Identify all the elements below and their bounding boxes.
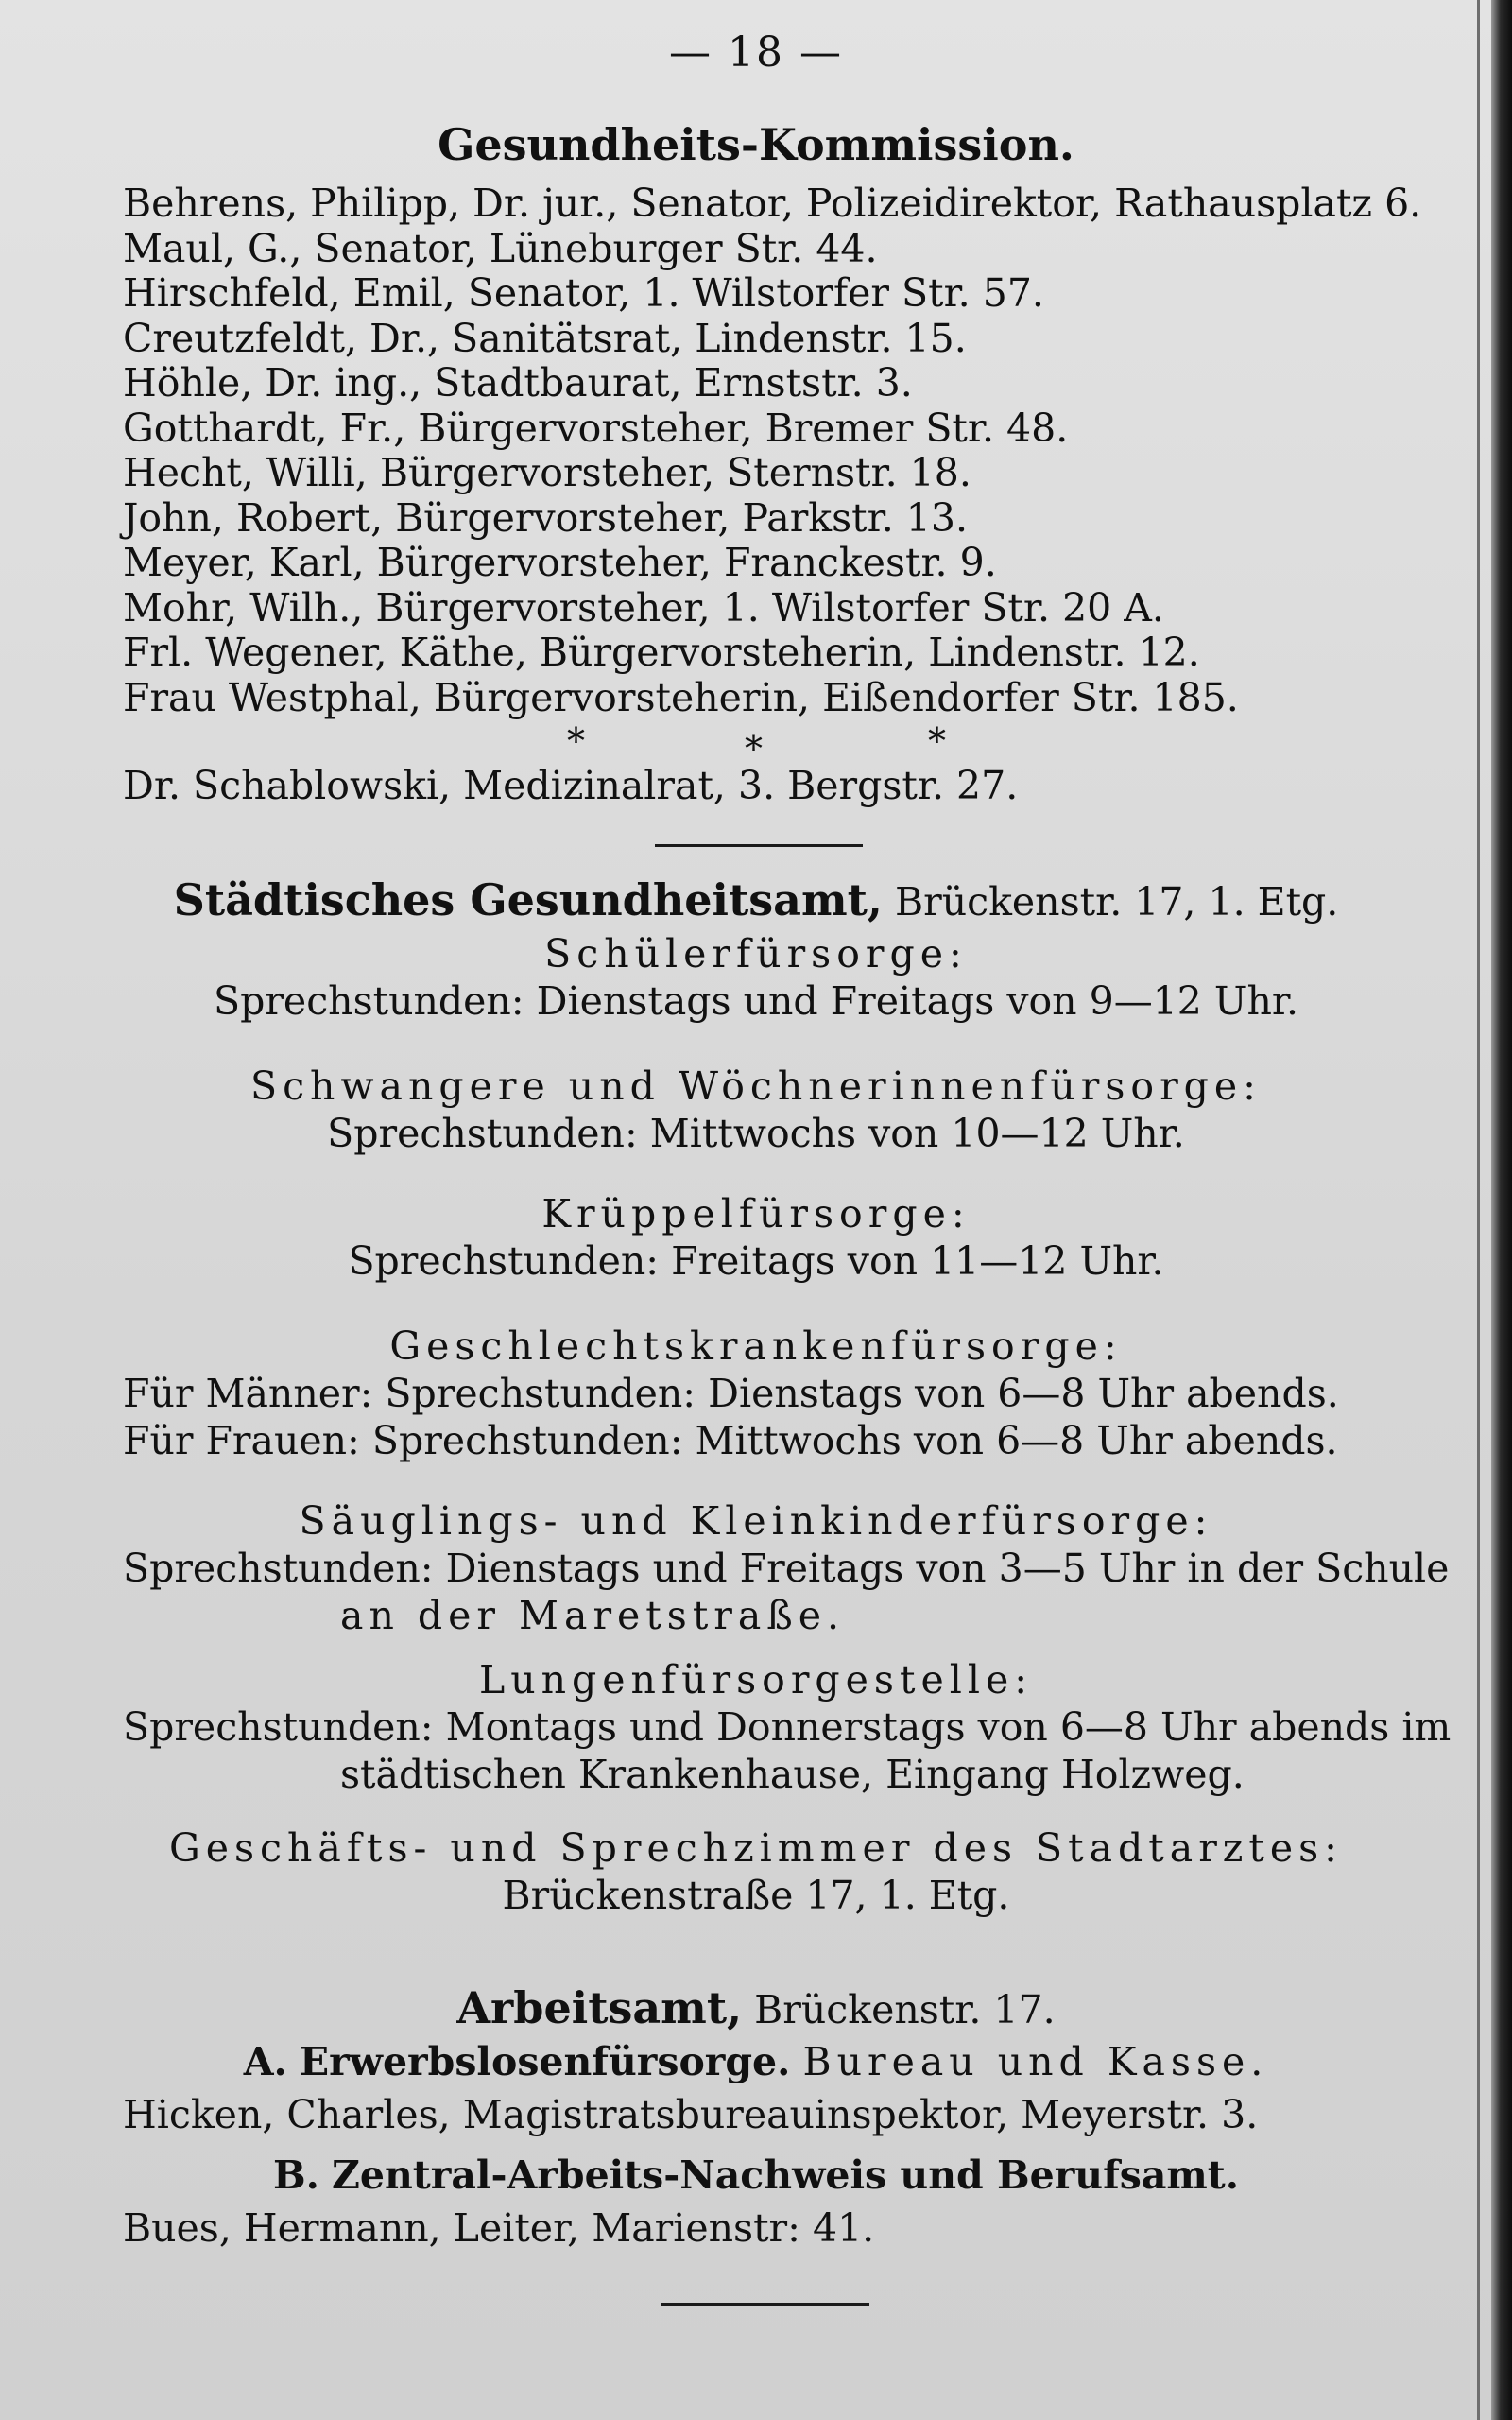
section-divider — [662, 2303, 869, 2306]
asterisk: * — [567, 720, 585, 762]
labor-office-address: Brückenstr. 17. — [754, 1987, 1056, 2032]
maternity-care-title: Schwangere und Wöchnerinnenfürsorge: — [250, 1063, 1262, 1109]
list-item: John, Robert, Bürgervorsteher, Parkstr. 13. — [123, 494, 969, 541]
list-item: Behrens, Philipp, Dr. jur., Senator, Polizeidirektor, Rathausplatz 6. — [123, 181, 1422, 226]
venereal-care-women: Für Frauen: Sprechstunden: Mittwochs von 6—8 Uhr abends. — [123, 1418, 1338, 1463]
list-item: Creutzfeldt, Dr., Sanitätsrat, Lindenstr. 15. — [123, 315, 967, 361]
labor-office-block — [0, 1979, 1512, 2252]
infant-care-hours: Sprechstunden: Dienstags und Freitags von 3—5 Uhr in der Schule — [123, 1546, 1450, 1591]
labor-section-b-title: Zentral-Arbeits-Nachweis und Berufsamt. — [331, 2152, 1239, 2198]
list-item: Höhle, Dr. ing., Stadtbaurat, Ernststr. 3. — [123, 360, 913, 406]
labor-office-heading: Arbeitsamt, — [456, 1982, 743, 2033]
lung-care-location: städtischen Krankenhause, Eingang Holzweg. — [340, 1752, 1245, 1797]
labor-section-b-title-line — [0, 2152, 1512, 2199]
health-commission-list — [123, 182, 1465, 809]
labor-section-a-title: Erwerbslosenfürsorge. — [299, 2039, 791, 2084]
labor-section-a-person: Hicken, Charles, Magistratsbureauinspektor, Meyerstr. 3. — [123, 2092, 1259, 2137]
school-care-hours: Sprechstunden: Dienstags und Freitags von 9—12 Uhr. — [214, 978, 1298, 1024]
venereal-care-title: Geschlechtskrankenfürsorge: — [389, 1323, 1123, 1369]
infant-care-location: an der Maretstraße. — [340, 1593, 846, 1638]
list-item: Meyer, Karl, Bürgervorsteher, Franckestr. 9. — [123, 540, 997, 585]
list-item: Mohr, Wilh., Bürgervorsteher, 1. Wilstorfer Str. 20 A. — [123, 584, 1164, 631]
health-commission-heading: Gesundheits-Kommission. — [438, 119, 1074, 170]
asterisk: * — [928, 720, 946, 762]
list-item: Frau Westphal, Bürgervorsteherin, Eißendorfer Str. 185. — [123, 674, 1239, 720]
labor-office-title-line — [0, 1979, 1512, 2038]
list-item: Gotthardt, Fr., Bürgervorsteher, Bremer Str. 48. — [123, 405, 1069, 451]
health-office-title-line — [0, 872, 1512, 930]
section-divider — [655, 844, 863, 847]
labor-section-b-person: Bues, Hermann, Leiter, Marienstr: 41. — [123, 2205, 875, 2251]
health-commission-heading-block — [0, 117, 1512, 172]
cripple-care-hours: Sprechstunden: Freitags von 11—12 Uhr. — [348, 1238, 1164, 1284]
list-item: Dr. Schablowski, Medizinalrat, 3. Bergstr. 27. — [123, 763, 1019, 808]
list-item: Frl. Wegener, Käthe, Bürgervorsteherin, Lindenstr. 12. — [123, 630, 1200, 675]
labor-section-a-label: A. — [243, 2039, 287, 2084]
venereal-care-block — [0, 1322, 1512, 1464]
lung-care-title: Lungenfürsorgestelle: — [478, 1657, 1034, 1703]
lung-care-block — [0, 1656, 1512, 1798]
asterisk-separator — [123, 720, 1465, 769]
page-number: — 18 — — [669, 28, 843, 77]
maternity-care-hours: Sprechstunden: Mittwochs von 10—12 Uhr. — [327, 1111, 1185, 1156]
lung-care-hours: Sprechstunden: Montags und Donnerstags von 6—8 Uhr abends im — [123, 1704, 1452, 1750]
venereal-care-men: Für Männer: Sprechstunden: Dienstags von 6—8 Uhr abends. — [123, 1371, 1339, 1416]
city-doctor-title: Geschäfts- und Sprechzimmer des Stadtarztes: — [168, 1825, 1343, 1871]
infant-care-block — [0, 1497, 1512, 1639]
list-item: Hirschfeld, Emil, Senator, 1. Wilstorfer Str. 57. — [123, 270, 1044, 316]
labor-section-a-title-line — [0, 2038, 1512, 2085]
cripple-care-block — [0, 1190, 1512, 1285]
health-office-address: Brückenstr. 17, 1. Etg. — [894, 879, 1339, 925]
health-office-block — [0, 872, 1512, 1025]
city-doctor-block — [0, 1824, 1512, 1919]
labor-section-b-label: B. — [272, 2152, 319, 2198]
city-doctor-address: Brückenstraße 17, 1. Etg. — [502, 1873, 1010, 1918]
list-item: Hecht, Willi, Bürgervorsteher, Sternstr. 18. — [123, 450, 971, 495]
list-item: Maul, G., Senator, Lüneburger Str. 44. — [123, 225, 878, 271]
health-office-heading: Städtisches Gesundheitsamt, — [173, 874, 883, 925]
asterisk: * — [745, 728, 763, 769]
labor-section-a-subtitle: Bureau und Kasse. — [802, 2039, 1269, 2084]
cripple-care-title: Krüppelfürsorge: — [541, 1191, 971, 1236]
infant-care-title: Säuglings- und Kleinkinderfürsorge: — [299, 1498, 1213, 1544]
school-care-title: Schülerfürsorge: — [544, 931, 968, 977]
maternity-care-block — [0, 1063, 1512, 1157]
